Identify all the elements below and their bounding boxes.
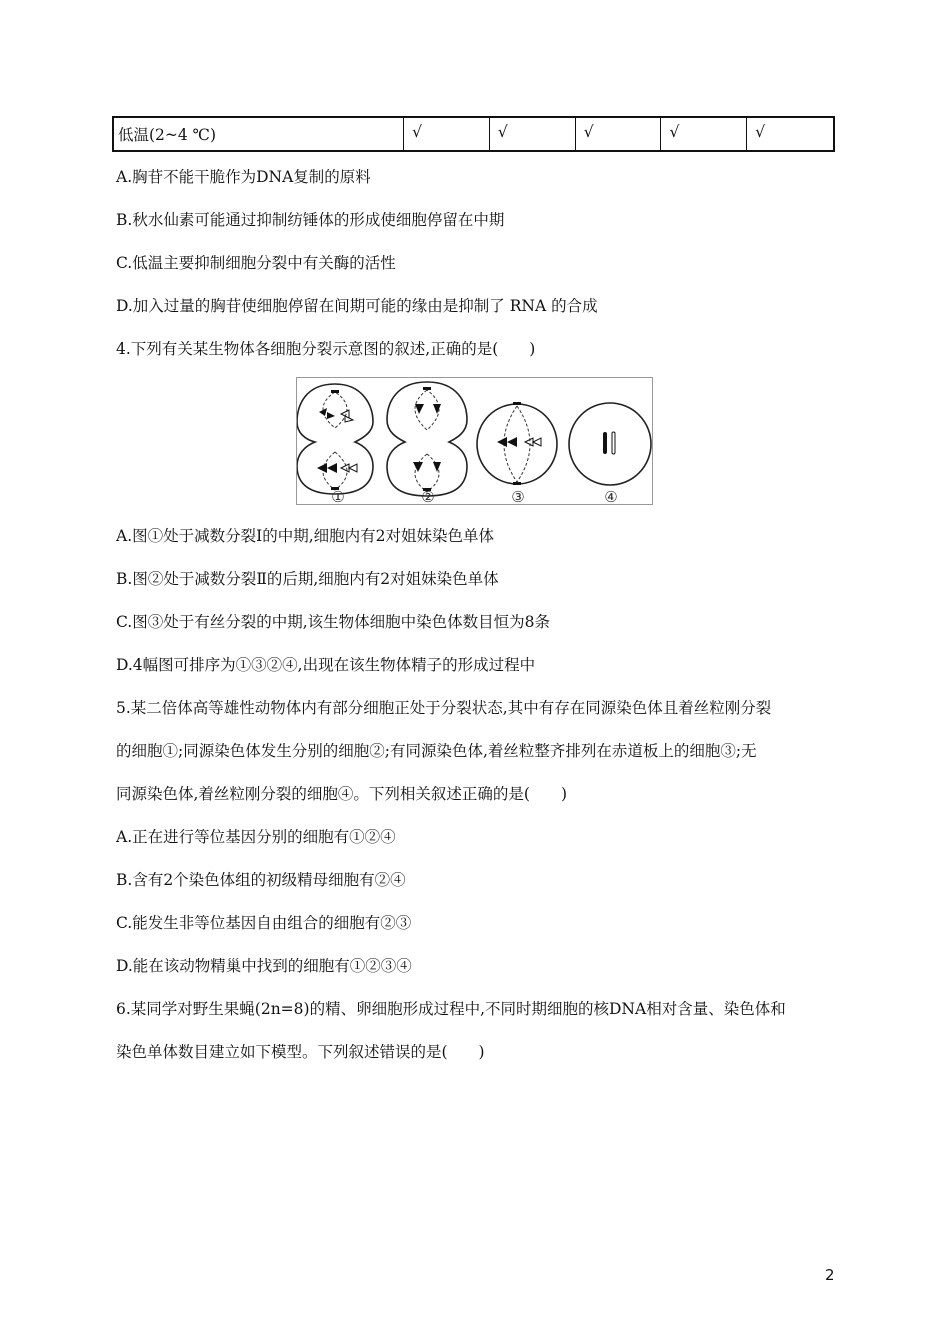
treatment-table-row	[112, 116, 835, 152]
q3-option-c: C.低温主要抑制细胞分裂中有关酶的活性	[116, 254, 396, 272]
q5-option-d: D.能在该动物精巢中找到的细胞有①②③④	[116, 957, 412, 975]
figure-label-3: ③	[511, 488, 525, 504]
q5-option-b: B.含有2个染色体组的初级精母细胞有②④	[116, 871, 406, 889]
q4-stem: 4.下列有关某生物体各细胞分裂示意图的叙述,正确的是( )	[116, 340, 536, 358]
cell-2-outline	[387, 382, 467, 496]
q4-option-a: A.图①处于减数分裂Ⅰ的中期,细胞内有2对姐妹染色单体	[116, 527, 495, 545]
q5-stem-line3: 同源染色体,着丝粒刚分裂的细胞④。下列相关叙述正确的是( )	[116, 785, 568, 803]
q5-stem-line1: 5.某二倍体高等雄性动物体内有部分细胞正处于分裂状态,其中有存在同源染色体且着丝粒刚分裂	[116, 699, 772, 717]
figure-label-4: ④	[604, 488, 618, 504]
page-number: 2	[825, 1266, 835, 1284]
cell-division-figure	[296, 377, 653, 505]
cell-division-diagram	[297, 378, 652, 504]
q3-option-b: B.秋水仙素可能通过抑制纺锤体的形成使细胞停留在中期	[116, 211, 505, 229]
q3-option-d: D.加入过量的胸苷使细胞停留在间期可能的缘由是抑制了 RNA 的合成	[116, 297, 598, 315]
table-cell-4: √	[661, 118, 747, 150]
table-cell-1: √	[404, 118, 490, 150]
q4-option-c: C.图③处于有丝分裂的中期,该生物体细胞中染色体数目恒为8条	[116, 613, 551, 631]
q6-stem-line1: 6.某同学对野生果蝇(2n=8)的精、卵细胞形成过程中,不同时期细胞的核DNA相对含量、染色体和	[116, 1000, 786, 1018]
figure-label-1: ①	[331, 488, 345, 504]
table-cell-label: 低温(2~4 ℃)	[114, 118, 404, 150]
table-cell-2: √	[490, 118, 576, 150]
table-cell-3: √	[576, 118, 662, 150]
q6-stem-line2: 染色单体数目建立如下模型。下列叙述错误的是( )	[116, 1043, 485, 1061]
figure-label-2: ②	[421, 488, 435, 504]
q5-option-a: A.正在进行等位基因分别的细胞有①②④	[116, 828, 396, 846]
cell-4-outline	[569, 403, 651, 485]
q4-option-d: D.4幅图可排序为①③②④,出现在该生物体精子的形成过程中	[116, 656, 536, 674]
q5-stem-line2: 的细胞①;同源染色体发生分别的细胞②;有同源染色体,着丝粒整齐排列在赤道板上的细胞③;无	[116, 742, 757, 760]
q3-option-a: A.胸苷不能干脆作为DNA复制的原料	[116, 168, 371, 186]
table-cell-5: √	[755, 123, 766, 141]
cell-1-outline	[297, 384, 373, 494]
q5-option-c: C.能发生非等位基因自由组合的细胞有②③	[116, 914, 412, 932]
q4-option-b: B.图②处于减数分裂Ⅱ的后期,细胞内有2对姐妹染色单体	[116, 570, 499, 588]
